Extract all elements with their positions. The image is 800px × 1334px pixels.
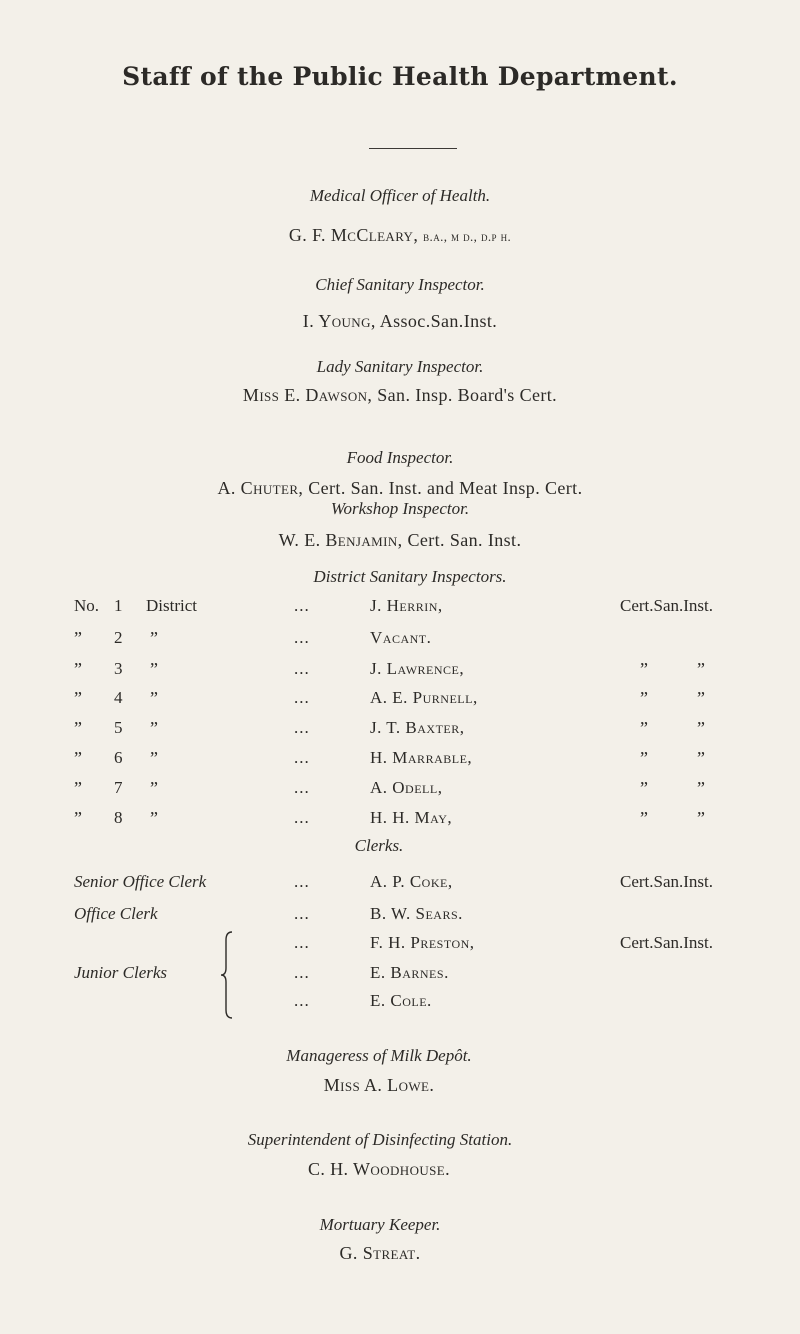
ditto-mark: ”	[640, 659, 648, 679]
leader-dots: ...	[294, 904, 310, 923]
ditto-mark: ”	[697, 808, 705, 828]
ditto-mark: ”	[74, 628, 82, 648]
district-row	[0, 659, 800, 685]
role-milk-depot: Manageress of Milk Depôt.	[286, 1046, 472, 1065]
ditto-mark: ”	[150, 688, 158, 708]
name-lady-sanitary-inspector: Miss E. Dawson,	[242, 385, 373, 405]
role-lady-sanitary-inspector: Lady Sanitary Inspector.	[316, 357, 484, 376]
ditto-mark: ”	[74, 808, 82, 828]
district-no-label: No.	[74, 596, 100, 615]
clerk-row	[0, 904, 800, 930]
district-row	[0, 748, 800, 774]
ditto-mark: ”	[150, 718, 158, 738]
clerk-row	[0, 991, 800, 1017]
leader-dots: ...	[294, 659, 310, 678]
clerk-name: A. P. Coke,	[370, 872, 453, 891]
name-medical-officer: G. F. McCleary,	[288, 225, 419, 245]
ditto-mark: ”	[74, 748, 82, 768]
name-milk-depot: Miss A. Lowe.	[323, 1075, 435, 1095]
ditto-mark: ”	[74, 778, 82, 798]
ditto-mark: ”	[697, 688, 705, 708]
name-food-inspector: A. Chuter,	[217, 478, 304, 498]
district-number: 4	[114, 688, 123, 707]
person-workshop-inspector	[0, 530, 800, 551]
district-label: District	[146, 596, 197, 615]
clerk-cert: Cert.San.Inst.	[620, 933, 714, 952]
district-number: 8	[114, 808, 123, 827]
qual-chief-sanitary-inspector: Assoc.San.Inst.	[379, 311, 498, 331]
ditto-mark: ”	[697, 718, 705, 738]
role-mortuary: Mortuary Keeper.	[319, 1215, 441, 1234]
role-workshop-inspector: Workshop Inspector.	[330, 499, 470, 518]
inspector-name: Vacant.	[370, 628, 432, 647]
ditto-mark: ”	[150, 808, 158, 828]
name-workshop-inspector: W. E. Benjamin,	[278, 530, 403, 550]
page-title: Staff of the Public Health Department.	[122, 62, 678, 91]
inspector-name: H. Marrable,	[370, 748, 473, 767]
inspector-name: J. Herrin,	[370, 596, 443, 615]
inspector-name: A. Odell,	[370, 778, 443, 797]
clerk-name: E. Barnes.	[370, 963, 449, 982]
inspector-cert: Cert.San.Inst.	[620, 596, 714, 615]
name-mortuary: G. Streat.	[339, 1243, 421, 1263]
role-chief-sanitary-inspector: Chief Sanitary Inspector.	[315, 275, 485, 294]
ditto-mark: ”	[74, 718, 82, 738]
person-chief-sanitary-inspector	[0, 311, 800, 332]
district-number: 5	[114, 718, 123, 737]
clerks-heading: Clerks.	[354, 836, 404, 855]
clerk-role-junior: Junior Clerks	[74, 963, 168, 982]
title-divider	[369, 148, 457, 149]
qual-lady-sanitary-inspector: San. Insp. Board's Cert.	[377, 385, 558, 405]
person-medical-officer	[0, 225, 800, 246]
district-row	[0, 778, 800, 804]
district-number: 1	[114, 596, 123, 615]
ditto-mark: ”	[150, 748, 158, 768]
inspector-name: J. T. Baxter,	[370, 718, 465, 737]
ditto-mark: ”	[640, 808, 648, 828]
clerk-name: F. H. Preston,	[370, 933, 475, 952]
clerk-row	[0, 872, 800, 898]
ditto-mark: ”	[74, 659, 82, 679]
district-row	[0, 718, 800, 744]
clerk-row	[0, 933, 800, 959]
leader-dots: ...	[294, 991, 310, 1010]
qual-medical-officer: b.a., m d., d.p h.	[423, 229, 512, 244]
district-row	[0, 628, 800, 654]
ditto-mark: ”	[640, 748, 648, 768]
clerk-name: B. W. Sears.	[370, 904, 463, 923]
ditto-mark: ”	[697, 748, 705, 768]
clerk-row	[0, 963, 800, 989]
role-food-inspector: Food Inspector.	[346, 448, 454, 467]
ditto-mark: ”	[150, 628, 158, 648]
district-number: 2	[114, 628, 123, 647]
leader-dots: ...	[294, 778, 310, 797]
ditto-mark: ”	[74, 688, 82, 708]
leader-dots: ...	[294, 596, 310, 615]
ditto-mark: ”	[697, 778, 705, 798]
leader-dots: ...	[294, 933, 310, 952]
ditto-mark: ”	[697, 659, 705, 679]
ditto-mark: ”	[640, 778, 648, 798]
leader-dots: ...	[294, 963, 310, 982]
ditto-mark: ”	[150, 778, 158, 798]
leader-dots: ...	[294, 688, 310, 707]
junior-clerks-brace	[220, 930, 236, 1020]
leader-dots: ...	[294, 628, 310, 647]
ditto-mark: ”	[640, 718, 648, 738]
person-food-inspector	[0, 478, 800, 499]
qual-food-inspector: Cert. San. Inst. and Meat Insp. Cert.	[308, 478, 583, 498]
district-heading: District Sanitary Inspectors.	[313, 567, 507, 586]
ditto-mark: ”	[640, 688, 648, 708]
name-disinfecting-station: C. H. Woodhouse.	[307, 1159, 451, 1179]
qual-workshop-inspector: Cert. San. Inst.	[407, 530, 522, 550]
district-row	[0, 596, 800, 622]
inspector-name: J. Lawrence,	[370, 659, 465, 678]
inspector-name: H. H. May,	[370, 808, 453, 827]
district-row	[0, 688, 800, 714]
role-disinfecting-station: Superintendent of Disinfecting Station.	[247, 1130, 513, 1149]
clerk-role-senior: Senior Office Clerk	[74, 872, 207, 891]
district-number: 6	[114, 748, 123, 767]
leader-dots: ...	[294, 872, 310, 891]
role-medical-officer: Medical Officer of Health.	[309, 186, 491, 205]
leader-dots: ...	[294, 808, 310, 827]
leader-dots: ...	[294, 748, 310, 767]
clerk-name: E. Cole.	[370, 991, 432, 1010]
inspector-name: A. E. Purnell,	[370, 688, 478, 707]
ditto-mark: ”	[150, 659, 158, 679]
clerk-cert: Cert.San.Inst.	[620, 872, 714, 891]
leader-dots: ...	[294, 718, 310, 737]
person-lady-sanitary-inspector	[0, 385, 800, 406]
district-number: 3	[114, 659, 123, 678]
clerk-role-office: Office Clerk	[74, 904, 158, 923]
name-chief-sanitary-inspector: I. Young,	[302, 311, 376, 331]
district-number: 7	[114, 778, 123, 797]
district-row	[0, 808, 800, 834]
